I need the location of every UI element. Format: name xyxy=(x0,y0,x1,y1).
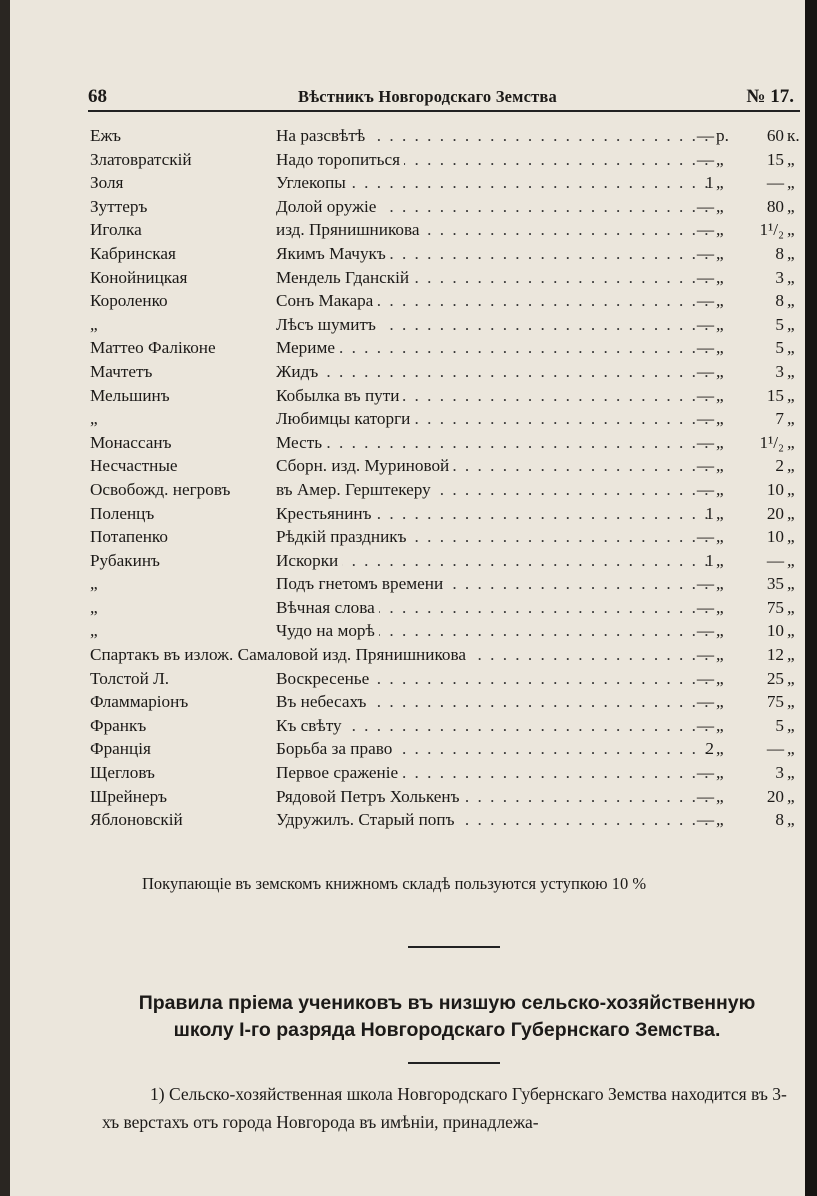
section-heading-line-2: школу І-го разряда Новгородскаго Губернскаго Земства. xyxy=(173,1019,721,1041)
catalog-price-rubles: — xyxy=(696,385,714,405)
catalog-kopeck-mark: „ xyxy=(787,550,795,570)
catalog-author: „ xyxy=(90,314,98,334)
catalog-kopeck-mark: „ xyxy=(787,220,795,240)
catalog-work-title: Кобылка въ пути xyxy=(276,386,403,405)
catalog-price-kopecks: 10 xyxy=(766,479,784,499)
catalog-kopeck-mark: „ xyxy=(787,149,795,169)
catalog-kopeck-mark: „ xyxy=(787,527,795,547)
paragraph-1-text: 1) Сельско-хозяйственная школа Новгородскаго Губернскаго Земства находится въ 3-хъ верстахъ отъ города Новгорода въ имѣніи, принадлежа- xyxy=(102,1084,787,1132)
catalog-author: Монассанъ xyxy=(90,432,172,452)
catalog-work xyxy=(276,525,716,549)
catalog-work-title: Подъ гнетомъ времени xyxy=(276,574,447,593)
catalog-price-rubles: — xyxy=(696,314,714,334)
catalog-price-rubles: — xyxy=(696,456,714,476)
catalog-work-title: Къ свѣту xyxy=(276,716,346,735)
catalog-row xyxy=(10,195,806,219)
catalog-row xyxy=(10,171,806,195)
catalog-work xyxy=(276,360,716,384)
catalog-price-kopecks: 10 xyxy=(766,621,784,641)
book-catalog xyxy=(10,124,806,832)
catalog-author: „ xyxy=(90,621,98,641)
catalog-price-kopecks: 5 xyxy=(775,338,784,358)
catalog-price-rubles: — xyxy=(696,715,714,735)
catalog-price-rubles: — xyxy=(696,527,714,547)
catalog-author: „ xyxy=(90,574,98,594)
section-heading-line-1: Правила пріема учениковъ въ низшую сельско-хозяйственную xyxy=(138,992,756,1014)
catalog-work-title: Удружилъ. Старый попъ xyxy=(276,810,458,829)
catalog-price-rubles: — xyxy=(696,338,714,358)
catalog-kopeck-mark: „ xyxy=(787,479,795,499)
catalog-author: Рубакинъ xyxy=(90,550,160,570)
catalog-row xyxy=(10,737,806,761)
catalog-work xyxy=(276,549,716,573)
catalog-row xyxy=(10,761,806,785)
catalog-work-title: Вѣчная слова xyxy=(276,598,379,617)
catalog-work xyxy=(276,714,716,738)
catalog-price-kopecks: 12 xyxy=(766,645,784,665)
catalog-author: Зуттеръ xyxy=(90,196,148,216)
catalog-row xyxy=(10,218,806,242)
catalog-ruble-mark: „ xyxy=(716,786,724,806)
catalog-author: Франкъ xyxy=(90,715,147,735)
catalog-ruble-mark: „ xyxy=(716,291,724,311)
catalog-kopeck-mark: „ xyxy=(787,621,795,641)
catalog-ruble-mark: „ xyxy=(716,527,724,547)
catalog-work xyxy=(276,454,716,478)
catalog-price-kopecks: 8 xyxy=(775,243,784,263)
catalog-price-rubles: — xyxy=(696,291,714,311)
catalog-row xyxy=(10,454,806,478)
catalog-work xyxy=(276,808,716,832)
catalog-price-kopecks: 15 xyxy=(766,149,784,169)
running-header xyxy=(88,86,794,112)
catalog-work-title: изд. Прянишникова xyxy=(276,220,424,239)
catalog-price-kopecks: 20 xyxy=(766,786,784,806)
catalog-author: Спартакъ въ излож. Самаловой изд. Прянишникова xyxy=(90,643,472,667)
catalog-ruble-mark: „ xyxy=(716,385,724,405)
catalog-author: Потапенко xyxy=(90,527,168,547)
catalog-kopeck-mark: „ xyxy=(787,291,795,311)
catalog-row xyxy=(10,266,806,290)
catalog-row xyxy=(10,384,806,408)
catalog-work xyxy=(276,313,716,337)
catalog-author: Шрейнеръ xyxy=(90,786,168,806)
catalog-price-kopecks: 1¹/₂ xyxy=(759,432,784,452)
catalog-row xyxy=(10,431,806,455)
catalog-work-title: Сборн. изд. Муриновой xyxy=(276,456,453,475)
catalog-price-rubles: — xyxy=(696,597,714,617)
catalog-work-title: Надо торопиться xyxy=(276,150,404,169)
catalog-row xyxy=(10,808,806,832)
catalog-work-title: Рѣдкій праздникъ xyxy=(276,527,411,546)
catalog-kopeck-mark: „ xyxy=(787,196,795,216)
catalog-work-title: Сонъ Макара xyxy=(276,291,377,310)
catalog-work xyxy=(276,407,716,431)
catalog-work xyxy=(276,785,716,809)
catalog-ruble-mark: „ xyxy=(716,409,724,429)
catalog-work-title: Крестьянинъ xyxy=(276,504,375,523)
section-heading xyxy=(88,990,806,1044)
catalog-ruble-mark: „ xyxy=(716,173,724,193)
catalog-work-title: Рядовой Петръ Холькенъ xyxy=(276,787,464,806)
catalog-work xyxy=(276,124,716,148)
catalog-author: Конойницкая xyxy=(90,267,188,287)
catalog-price-rubles: — xyxy=(696,409,714,429)
catalog-author: Франція xyxy=(90,739,151,759)
catalog-row xyxy=(10,714,806,738)
catalog-work-title: Борьба за право xyxy=(276,739,396,758)
catalog-work xyxy=(276,195,716,219)
catalog-work-title: Жидъ xyxy=(276,362,322,381)
catalog-row xyxy=(10,643,806,667)
catalog-ruble-mark: „ xyxy=(716,574,724,594)
catalog-price-rubles: — xyxy=(696,786,714,806)
catalog-kopeck-mark: „ xyxy=(787,786,795,806)
catalog-price-rubles: — xyxy=(696,645,714,665)
catalog-kopeck-mark: „ xyxy=(787,267,795,287)
catalog-row xyxy=(10,619,806,643)
catalog-kopeck-mark: „ xyxy=(787,597,795,617)
catalog-price-kopecks: 8 xyxy=(775,810,784,830)
catalog-work xyxy=(276,761,716,785)
catalog-author: Освобожд. негровъ xyxy=(90,479,231,499)
catalog-author: Щегловъ xyxy=(90,763,155,783)
catalog-ruble-mark: р. xyxy=(716,126,729,145)
catalog-work-title: Искорки xyxy=(276,551,342,570)
catalog-price-kopecks: — xyxy=(766,550,784,570)
catalog-price-rubles: — xyxy=(696,692,714,712)
discount-note: Покупающіе въ земскомъ книжномъ складѣ пользуются уступкою 10 % xyxy=(142,874,647,893)
catalog-ruble-mark: „ xyxy=(716,479,724,499)
catalog-work-title: На разсвѣтѣ xyxy=(276,126,369,145)
catalog-ruble-mark: „ xyxy=(716,668,724,688)
catalog-work-title: въ Амер. Герштекеру xyxy=(276,480,435,499)
catalog-kopeck-mark: „ xyxy=(787,338,795,358)
catalog-author: Златовратскій xyxy=(90,149,192,169)
catalog-kopeck-mark: „ xyxy=(787,456,795,476)
catalog-work-title: Месть xyxy=(276,433,326,452)
catalog-kopeck-mark: к. xyxy=(787,126,800,145)
catalog-work xyxy=(276,242,716,266)
catalog-ruble-mark: „ xyxy=(716,338,724,358)
catalog-price-rubles: — xyxy=(696,126,714,145)
catalog-ruble-mark: „ xyxy=(716,739,724,759)
catalog-kopeck-mark: „ xyxy=(787,810,795,830)
catalog-price-kopecks: 25 xyxy=(766,668,784,688)
catalog-author: Золя xyxy=(90,173,124,193)
catalog-kopeck-mark: „ xyxy=(787,314,795,334)
catalog-kopeck-mark: „ xyxy=(787,668,795,688)
catalog-work-title: Долой оружіе xyxy=(276,197,380,216)
catalog-ruble-mark: „ xyxy=(716,456,724,476)
catalog-work xyxy=(276,171,716,195)
catalog-work-title: Углекопы xyxy=(276,173,350,192)
catalog-work-title: Мендель Гданскій xyxy=(276,268,413,287)
section-divider-bottom xyxy=(408,1062,500,1064)
catalog-author: Маттео Фаліконе xyxy=(90,338,216,358)
catalog-price-rubles: — xyxy=(696,196,714,216)
catalog-author: Короленко xyxy=(90,291,168,311)
catalog-kopeck-mark: „ xyxy=(787,763,795,783)
catalog-ruble-mark: „ xyxy=(716,621,724,641)
catalog-price-kopecks: 20 xyxy=(766,503,784,523)
catalog-price-kopecks: 3 xyxy=(775,763,784,783)
catalog-work xyxy=(276,431,716,455)
catalog-author: Поленцъ xyxy=(90,503,155,523)
catalog-price-kopecks: — xyxy=(766,739,784,759)
catalog-author: „ xyxy=(90,597,98,617)
catalog-row xyxy=(10,242,806,266)
catalog-kopeck-mark: „ xyxy=(787,409,795,429)
catalog-row xyxy=(10,572,806,596)
catalog-author: Мельшинъ xyxy=(90,385,170,405)
catalog-price-kopecks: 7 xyxy=(775,409,784,429)
catalog-price-kopecks: 60 xyxy=(766,126,784,145)
catalog-row xyxy=(10,336,806,360)
catalog-work-title: Первое сраженіе xyxy=(276,763,402,782)
catalog-work-title: Въ небесахъ xyxy=(276,692,370,711)
catalog-work xyxy=(276,266,716,290)
catalog-author: Кабринская xyxy=(90,243,176,263)
catalog-kopeck-mark: „ xyxy=(787,692,795,712)
catalog-kopeck-mark: „ xyxy=(787,243,795,263)
issue-number: № 17. xyxy=(746,86,794,107)
catalog-author: Яблоновскій xyxy=(90,810,183,830)
catalog-price-rubles: 1 xyxy=(705,550,714,570)
catalog-work xyxy=(276,667,716,691)
catalog-row xyxy=(10,124,806,148)
catalog-price-kopecks: 15 xyxy=(766,385,784,405)
catalog-ruble-mark: „ xyxy=(716,597,724,617)
catalog-price-rubles: — xyxy=(696,479,714,499)
catalog-row xyxy=(10,478,806,502)
catalog-price-rubles: — xyxy=(696,243,714,263)
catalog-price-rubles: — xyxy=(696,432,714,452)
catalog-work-title: Воскресенье xyxy=(276,669,373,688)
catalog-price-kopecks: 75 xyxy=(766,692,784,712)
catalog-row xyxy=(10,407,806,431)
catalog-work xyxy=(276,690,716,714)
catalog-work-title: Мериме xyxy=(276,338,339,357)
catalog-price-rubles: — xyxy=(696,668,714,688)
header-rule xyxy=(88,110,800,112)
catalog-price-rubles: 1 xyxy=(705,503,714,523)
catalog-kopeck-mark: „ xyxy=(787,385,795,405)
journal-title: Вѣстникъ Новгородскаго Земства xyxy=(298,87,557,106)
catalog-row xyxy=(10,549,806,573)
catalog-author: Фламмаріонъ xyxy=(90,692,189,712)
catalog-row xyxy=(10,360,806,384)
catalog-work xyxy=(276,596,716,620)
catalog-kopeck-mark: „ xyxy=(787,715,795,735)
catalog-row xyxy=(10,667,806,691)
catalog-ruble-mark: „ xyxy=(716,763,724,783)
catalog-ruble-mark: „ xyxy=(716,503,724,523)
catalog-price-kopecks: 5 xyxy=(775,314,784,334)
catalog-price-rubles: 2 xyxy=(705,739,714,759)
catalog-price-rubles: — xyxy=(696,763,714,783)
catalog-ruble-mark: „ xyxy=(716,692,724,712)
catalog-price-kopecks: 5 xyxy=(775,715,784,735)
catalog-price-rubles: — xyxy=(696,267,714,287)
catalog-work xyxy=(276,502,716,526)
catalog-work-title: Чудо на морѣ xyxy=(276,621,379,640)
catalog-row xyxy=(10,525,806,549)
catalog-work xyxy=(276,336,716,360)
catalog-work xyxy=(276,619,716,643)
catalog-ruble-mark: „ xyxy=(716,314,724,334)
catalog-price-kopecks: 3 xyxy=(775,267,784,287)
catalog-row xyxy=(10,502,806,526)
catalog-price-kopecks: 3 xyxy=(775,361,784,381)
catalog-author: „ xyxy=(90,409,98,429)
catalog-kopeck-mark: „ xyxy=(787,645,795,665)
catalog-price-rubles: — xyxy=(696,810,714,830)
catalog-price-kopecks: 80 xyxy=(766,196,784,216)
catalog-work-title: Якимъ Мачукъ xyxy=(276,244,390,263)
catalog-work xyxy=(276,289,716,313)
catalog-kopeck-mark: „ xyxy=(787,574,795,594)
catalog-ruble-mark: „ xyxy=(716,361,724,381)
catalog-work xyxy=(276,218,716,242)
catalog-work-title: Любимцы каторги xyxy=(276,409,414,428)
catalog-price-kopecks: — xyxy=(766,173,784,193)
catalog-row xyxy=(10,785,806,809)
catalog-price-kopecks: 1¹/₂ xyxy=(759,220,784,240)
catalog-work xyxy=(276,148,716,172)
catalog-ruble-mark: „ xyxy=(716,267,724,287)
page-number: 68 xyxy=(88,86,107,107)
catalog-kopeck-mark: „ xyxy=(787,173,795,193)
catalog-price-rubles: — xyxy=(696,149,714,169)
catalog-author: Ежъ xyxy=(90,126,122,145)
catalog-price-kopecks: 10 xyxy=(766,527,784,547)
catalog-price-kopecks: 8 xyxy=(775,291,784,311)
book-spine-edge xyxy=(805,0,817,1196)
catalog-kopeck-mark: „ xyxy=(787,503,795,523)
catalog-author: Несчастные xyxy=(90,456,178,476)
catalog-kopeck-mark: „ xyxy=(787,432,795,452)
catalog-price-rubles: — xyxy=(696,574,714,594)
catalog-work xyxy=(276,737,716,761)
catalog-ruble-mark: „ xyxy=(716,645,724,665)
catalog-row xyxy=(10,690,806,714)
catalog-work xyxy=(276,478,716,502)
catalog-kopeck-mark: „ xyxy=(787,361,795,381)
catalog-work xyxy=(276,384,716,408)
catalog-price-kopecks: 2 xyxy=(775,456,784,476)
catalog-price-rubles: — xyxy=(696,361,714,381)
catalog-ruble-mark: „ xyxy=(716,220,724,240)
catalog-work-title: Лѣсъ шумитъ xyxy=(276,315,380,334)
catalog-author: Мачтетъ xyxy=(90,361,153,381)
catalog-ruble-mark: „ xyxy=(716,810,724,830)
catalog-ruble-mark: „ xyxy=(716,243,724,263)
catalog-ruble-mark: „ xyxy=(716,715,724,735)
catalog-price-rubles: — xyxy=(696,621,714,641)
catalog-kopeck-mark: „ xyxy=(787,739,795,759)
catalog-ruble-mark: „ xyxy=(716,550,724,570)
catalog-ruble-mark: „ xyxy=(716,196,724,216)
catalog-row xyxy=(10,289,806,313)
catalog-author: Толстой Л. xyxy=(90,668,170,688)
catalog-price-rubles: — xyxy=(696,220,714,240)
catalog-row xyxy=(10,596,806,620)
catalog-work xyxy=(276,572,716,596)
catalog-author: Иголка xyxy=(90,220,142,240)
catalog-ruble-mark: „ xyxy=(716,149,724,169)
catalog-ruble-mark: „ xyxy=(716,432,724,452)
section-divider-top xyxy=(408,946,500,948)
catalog-row xyxy=(10,313,806,337)
document-page xyxy=(10,0,806,1196)
catalog-price-rubles: 1 xyxy=(705,173,714,193)
paragraph-1 xyxy=(102,1080,802,1136)
catalog-row xyxy=(10,148,806,172)
catalog-price-kopecks: 35 xyxy=(766,574,784,594)
catalog-price-kopecks: 75 xyxy=(766,597,784,617)
